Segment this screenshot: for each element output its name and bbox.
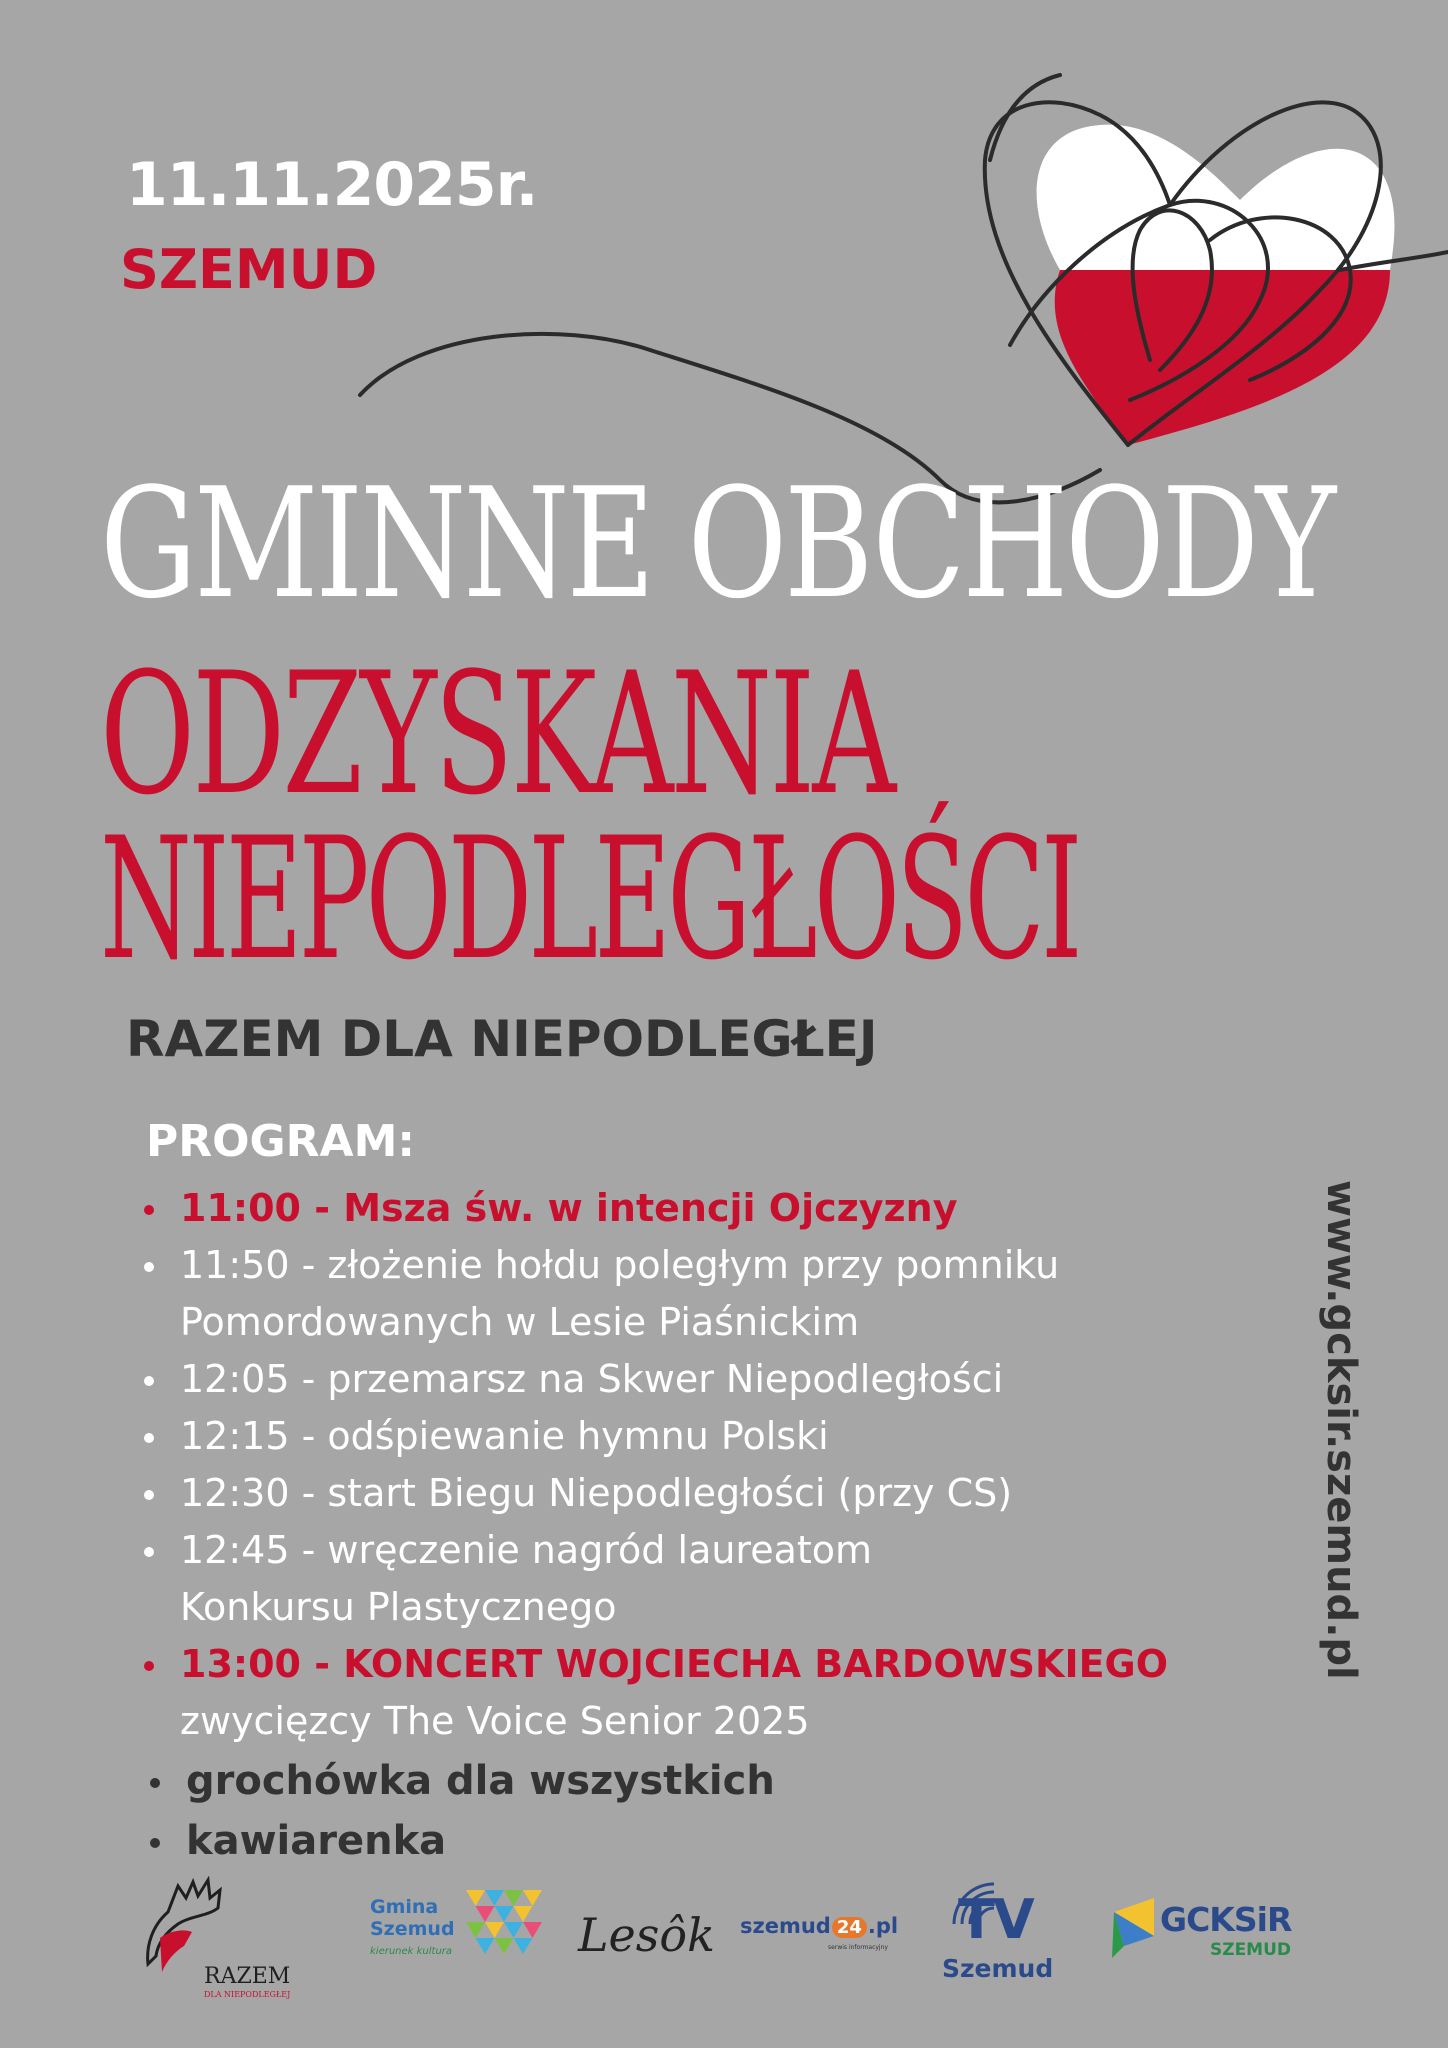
gmina-logo-line1: Gmina: [370, 1896, 439, 1918]
program-item-1230: 12:30 - start Biegu Niepodległości (przy CS): [140, 1465, 1300, 1522]
eagle-icon: [138, 1876, 248, 1976]
gmina-logo-line2: Szemud: [370, 1918, 455, 1940]
event-place: SZEMUD: [120, 238, 378, 301]
program-item-1300-cont: zwycięzcy The Voice Senior 2025: [180, 1699, 810, 1743]
gcksir-emblem-icon: [1110, 1898, 1158, 1960]
razem-logo: [138, 1876, 308, 2001]
szemud24-text: szemud: [740, 1914, 831, 1938]
program-item-1245-cont: Konkursu Plastycznego: [180, 1585, 617, 1629]
gcksir-sub: SZEMUD: [1210, 1940, 1292, 1960]
razem-logo-name: RAZEM: [204, 1964, 291, 1989]
szemud24-logo: [740, 1914, 900, 1974]
szemud24-sub: serwis informacyjny: [828, 1944, 888, 1951]
tv-logo-name: Szemud: [942, 1954, 1054, 1983]
gcksir-logo: [1110, 1898, 1310, 1988]
gmina-szemud-logo: [370, 1896, 550, 1986]
title-line-2: ODZYSKANIA: [100, 636, 894, 832]
program-heading: PROGRAM:: [146, 1116, 415, 1167]
heart-icon: [320, 50, 1448, 520]
program-item-1245: 12:45 - wręczenie nagród laureatom: [140, 1522, 1300, 1579]
program-item-1100: 11:00 - Msza św. w intencji Ojczyzny: [140, 1180, 1300, 1237]
szemud24-badge: 24: [832, 1917, 867, 1938]
program-item-kawiarenka: kawiarenka: [140, 1812, 1300, 1870]
gmina-logo-tagline: kierunek kultura: [370, 1946, 453, 1957]
website-link[interactable]: www.gcksir.szemud.pl: [1318, 1180, 1364, 1680]
title-line-3: NIEPODLEGŁOŚCI: [100, 801, 1079, 997]
tv-logo-tv: TV: [958, 1888, 1033, 1951]
gcksir-name: GCKSiR: [1160, 1900, 1292, 1939]
program-item-1300: 13:00 - KONCERT WOJCIECHA BARDOWSKIEGO: [140, 1636, 1300, 1693]
sponsor-logos: [0, 1860, 1448, 2010]
program-item-1150-cont: Pomordowanych w Lesie Piaśnickim: [180, 1300, 860, 1344]
program-item-1205: 12:05 - przemarsz na Skwer Niepodległości: [140, 1351, 1300, 1408]
event-date: 11.11.2025r.: [126, 150, 538, 220]
program-item-1215: 12:15 - odśpiewanie hymnu Polski: [140, 1408, 1300, 1465]
title-line-1: GMINNE OBCHODY: [100, 455, 1333, 632]
lesok-logo: Lesôk: [578, 1908, 715, 1962]
razem-logo-sub: DLA NIEPODLEGŁEJ: [204, 1990, 291, 1999]
szemud24-tld: .pl: [867, 1914, 899, 1938]
program-list: [140, 1180, 1300, 1870]
tv-szemud-logo: [940, 1874, 1060, 1984]
subtitle: RAZEM DLA NIEPODLEGŁEJ: [126, 1010, 878, 1068]
program-item-1150: 11:50 - złożenie hołdu poległym przy pomniku: [140, 1237, 1300, 1294]
program-item-grochowka: grochówka dla wszystkich: [140, 1752, 1300, 1810]
triangles-icon: [466, 1890, 542, 1966]
